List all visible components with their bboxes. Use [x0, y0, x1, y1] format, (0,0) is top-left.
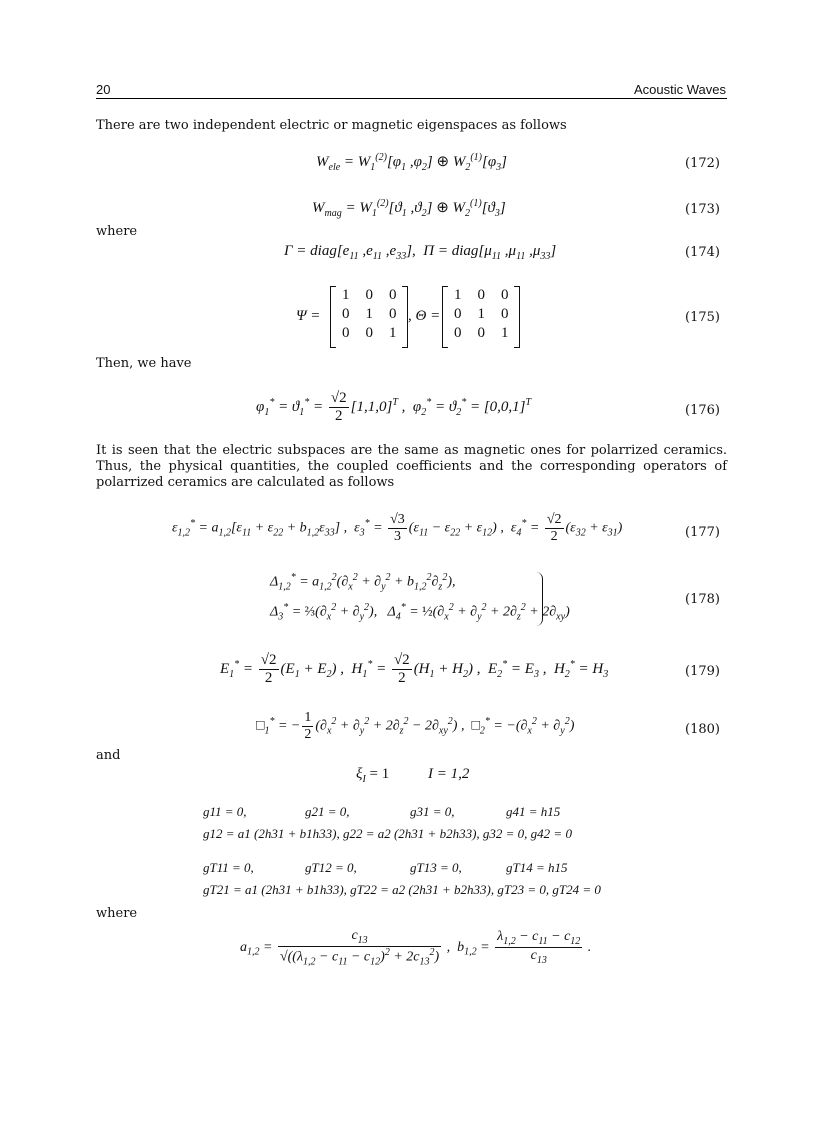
psi-cell: 0	[365, 325, 373, 341]
theta-label: , Θ =	[408, 308, 441, 324]
xi-range: I = 1,2	[428, 766, 470, 782]
equation-number-178: (178)	[685, 592, 720, 607]
then-text: Then, we have	[96, 356, 192, 371]
xi-equation: $\xi_I = 1$	[356, 766, 390, 785]
theta-cell: 0	[477, 325, 485, 341]
psi-cell: 0	[342, 325, 350, 341]
body-paragraph: It is seen that the electric subspaces are the same as magnetic ones for polarrized ceramics. Thus, the physical quantities, the coupled coefficients and the corresponding operators of polarrized ceramics are calculated as follows	[96, 443, 727, 490]
equation-178-line-1: $\Delta_{1,2}^* = a_{1,2}^2(\partial_x^2 + \partial_y^2 + b_{1,2}^2\partial_z^2)$,	[270, 572, 456, 593]
psi-cell: 0	[389, 287, 397, 303]
psi-cell: 1	[342, 287, 350, 303]
psi-cell: 0	[389, 306, 397, 322]
psi-cell: 0	[342, 306, 350, 322]
gt-row-1-col-2: gT12 = 0,	[305, 860, 357, 875]
psi-cell: 1	[365, 306, 373, 322]
equation-173: $W_{mag} = W_1^{(2)}[ϑ_1$ $,ϑ_2$] ⊕ $W_2^{(1)}[ϑ_3]$	[312, 198, 506, 219]
xi-symbol: ξ	[356, 766, 363, 782]
theta-cell: 1	[454, 287, 462, 303]
equation-176: $\varphi_1^* = ϑ_1^*$ = $\frac{√2}{2}$ $[1,1,0]^T$ , $\varphi_2^* = ϑ_2^* = [0,0,1]^T$	[256, 390, 532, 424]
page-number: 20	[96, 82, 111, 97]
equation-172: $W_{ele} = W_1^{(2)}[\varphi_1$ $,\varphi_2$] ⊕ $W_2^{(1)}[\varphi_3]$	[316, 152, 507, 173]
equation-number-180: (180)	[685, 722, 720, 737]
equation-number-175: (175)	[685, 310, 720, 325]
theta-cell: 0	[454, 325, 462, 341]
equation-number-174: (174)	[685, 245, 720, 260]
xi-value: = 1	[369, 766, 390, 782]
g-row-1-col-1: g11 = 0,	[203, 804, 247, 819]
theta-cell: 0	[477, 287, 485, 303]
where-label-2: where	[96, 906, 138, 921]
equation-180: $□_1^*$ = − $\frac{1}{2}$ $(\partial_x^2 + \partial_y^2 + 2\partial_z^2 - 2\partial_{xy}^2)$ , $□_2^* = -(\partial_x^2 + \partial_y^2)$	[256, 710, 575, 742]
g-row-1-col-3: g31 = 0,	[410, 804, 455, 819]
theta-cell: 1	[477, 306, 485, 322]
theta-matrix	[442, 286, 517, 343]
right-brace	[536, 572, 543, 626]
gt-row-1-col-4: gT14 = h15	[506, 860, 568, 875]
psi-cell: 1	[389, 325, 397, 341]
psi-matrix	[330, 286, 405, 343]
gt-row-1-col-3: gT13 = 0,	[410, 860, 462, 875]
intro-text: There are two independent electric or magnetic eigenspaces as follows	[96, 118, 567, 133]
g-row-2: g12 = a1 (2h31 + b1h33), g22 = a2 (2h31 + b2h33), g32 = 0, g42 = 0	[203, 826, 572, 841]
theta-cell: 0	[501, 287, 509, 303]
psi-cell: 0	[365, 287, 373, 303]
g-row-1-col-4: g41 = h15	[506, 804, 561, 819]
equation-number-172: (172)	[685, 156, 720, 171]
equation-177: $\varepsilon_{1,2}^* = a_{1,2}[\varepsilon_{11} + \varepsilon_{22} + b_{1,2}\varepsilon_{33}]$ , $\varepsilon_3^*$ = $\frac{√3}{3}$ $(\varepsilon_{11} - \varepsilon_{22} + \varepsilon_{12})$ , $\varepsilon_4^*$ = $\frac{√2}{2}$ $(\varepsilon_{32} + \varepsilon_{31})$	[172, 512, 623, 544]
equation-number-173: (173)	[685, 202, 720, 217]
equation-179: $E_1^*$ = $\frac{√2}{2}$ $(E_1 + E_2)$ , $H_1^*$ = $\frac{√2}{2}$ $(H_1 + H_2)$ , $E_2^* = E_3$ , $H_2^* = H_3$	[220, 652, 609, 686]
equation-number-176: (176)	[685, 403, 720, 418]
where-label-1: where	[96, 224, 138, 239]
running-title: Acoustic Waves	[634, 82, 726, 97]
and-label: and	[96, 748, 121, 763]
theta-cell: 1	[501, 325, 509, 341]
header-rule	[96, 98, 727, 99]
equation-174: $\Gamma = diag[e_{11}$ $,e_{11}$ $,e_{33}$], $\Pi = diag[\mu_{11}$ $,\mu_{11}$ $,\mu_{33}$]	[284, 243, 557, 262]
a-b-definitions: $a_{1,2}$ = $\frac{c_{13}}{√((\lambda_{1,2} - c_{11} - c_{12})^2 + 2c_{13}^2)}$ , $b_{1,2}$ = $\frac{\lambda_{1,2} - c_{11} - c_{12}}{c_{13}}$ .	[240, 928, 592, 968]
gt-row-2: gT21 = a1 (2h31 + b1h33), gT22 = a2 (2h31 + b2h33), gT23 = 0, gT24 = 0	[203, 882, 601, 897]
g-row-1-col-2: g21 = 0,	[305, 804, 350, 819]
equation-number-179: (179)	[685, 664, 720, 679]
theta-cell: 0	[501, 306, 509, 322]
psi-label: Ψ =	[296, 308, 321, 324]
equation-178-line-2: $\Delta_3^*$ = $\frac{2}{3}(\partial_x^2 + \partial_y^2)$, $\Delta_4^*$ = $\frac{1}{2}(\partial_x^2 + \partial_y^2 + 2\partial_z^2 + 2\partial_{xy})$	[270, 602, 570, 623]
theta-cell: 0	[454, 306, 462, 322]
equation-number-177: (177)	[685, 525, 720, 540]
gt-row-1-col-1: gT11 = 0,	[203, 860, 254, 875]
